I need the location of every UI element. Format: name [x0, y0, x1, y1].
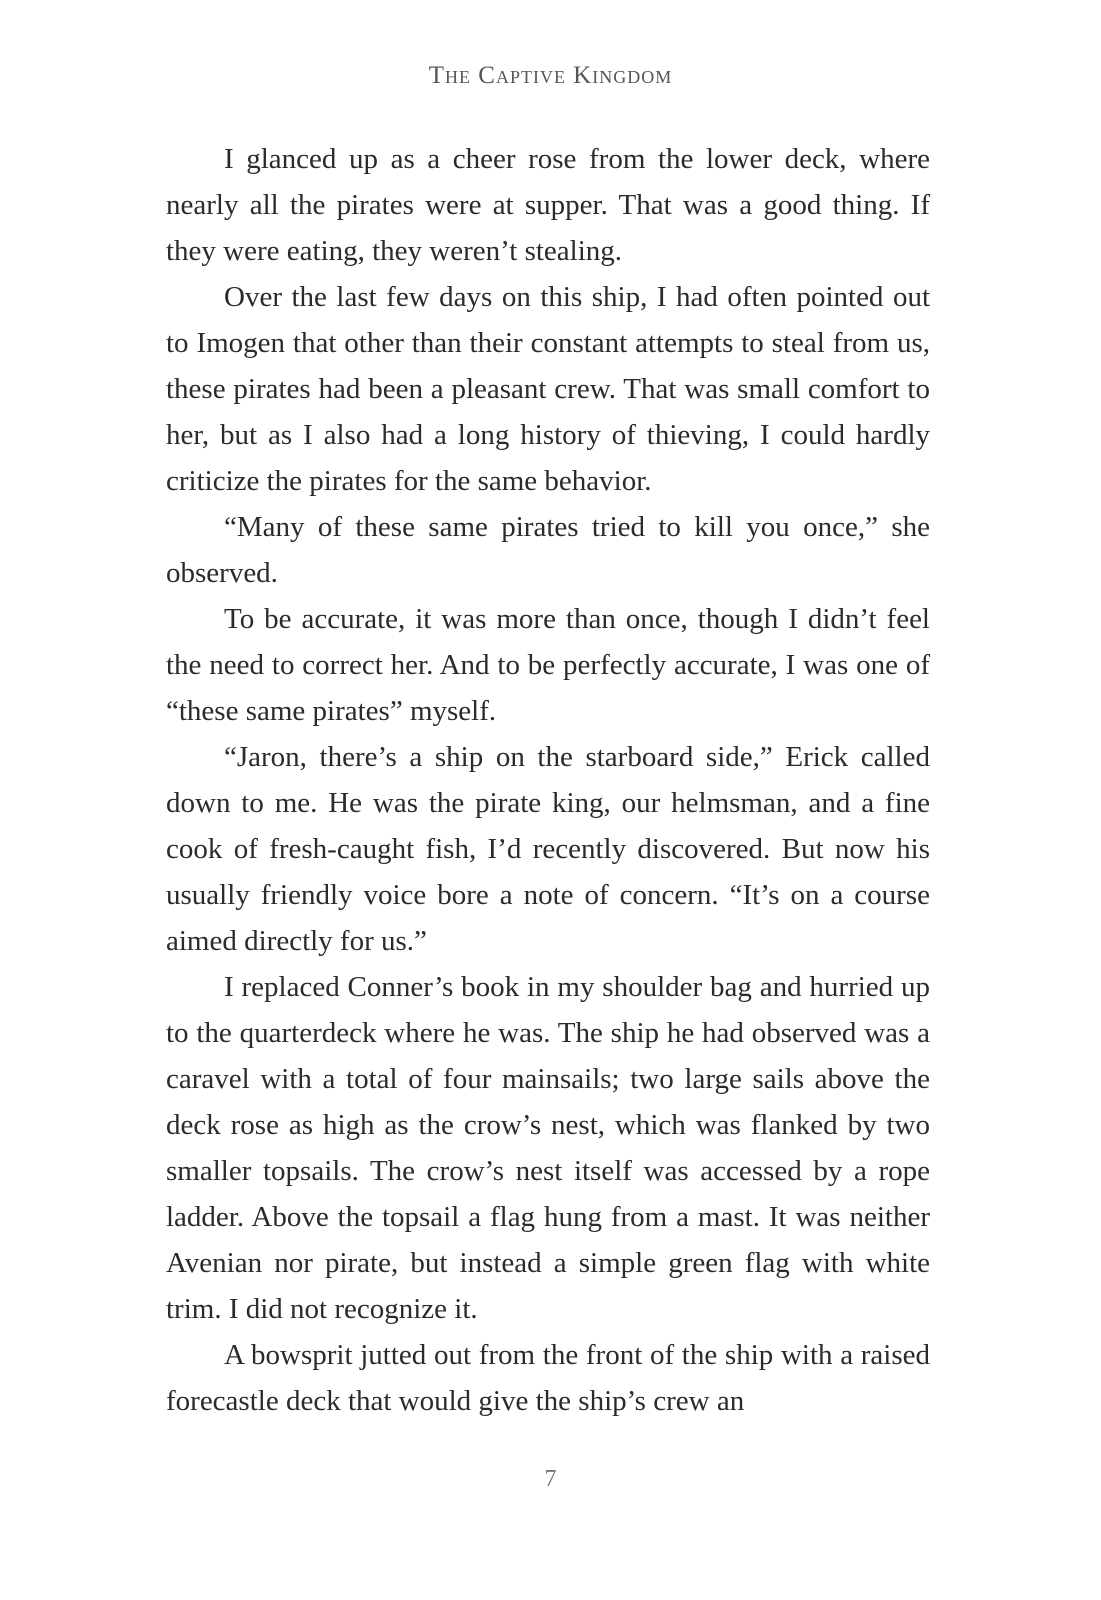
paragraph: Over the last few days on this ship, I had often pointed out to Imogen that other than their constant attempts to steal from us, these pirates had been a pleasant crew. That was small comfort to her, but as I also had a long history of thieving, I could hardly criticize the pirates for the same behavior.	[166, 281, 930, 497]
paragraph: I glanced up as a cheer rose from the lower deck, where nearly all the pirates were at supper. That was a good thing. If they were eating, they weren’t stealing.	[166, 143, 930, 267]
paragraph: A bowsprit jutted out from the front of the ship with a raised forecastle deck that would give the ship’s crew an	[166, 1339, 930, 1417]
running-head-title: The Captive Kingdom	[428, 62, 673, 89]
paragraph: To be accurate, it was more than once, though I didn’t feel the need to correct her. And to be perfectly accurate, I was one of “these same pirates” myself.	[166, 603, 930, 727]
page-number: 7	[544, 1466, 557, 1492]
body-text	[166, 136, 930, 1424]
paragraph: “Jaron, there’s a ship on the starboard side,” Erick called down to me. He was the pirate king, our helmsman, and a fine cook of fresh-caught fish, I’d recently discovered. But now his usually friendly voice bore a note of concern. “It’s on a course aimed directly for us.”	[166, 741, 930, 957]
paragraph: “Many of these same pirates tried to kill you once,” she observed.	[166, 511, 930, 589]
paragraph: I replaced Conner’s book in my shoulder bag and hurried up to the quarterdeck where he was. The ship he had observed was a caravel with a total of four mainsails; two large sails above the deck rose as high as the crow’s nest, which was flanked by two smaller topsails. The crow’s nest itself was accessed by a rope ladder. Above the topsail a flag hung from a mast. It was neither Avenian nor pirate, but instead a simple green flag with white trim. I did not recognize it.	[166, 971, 930, 1325]
